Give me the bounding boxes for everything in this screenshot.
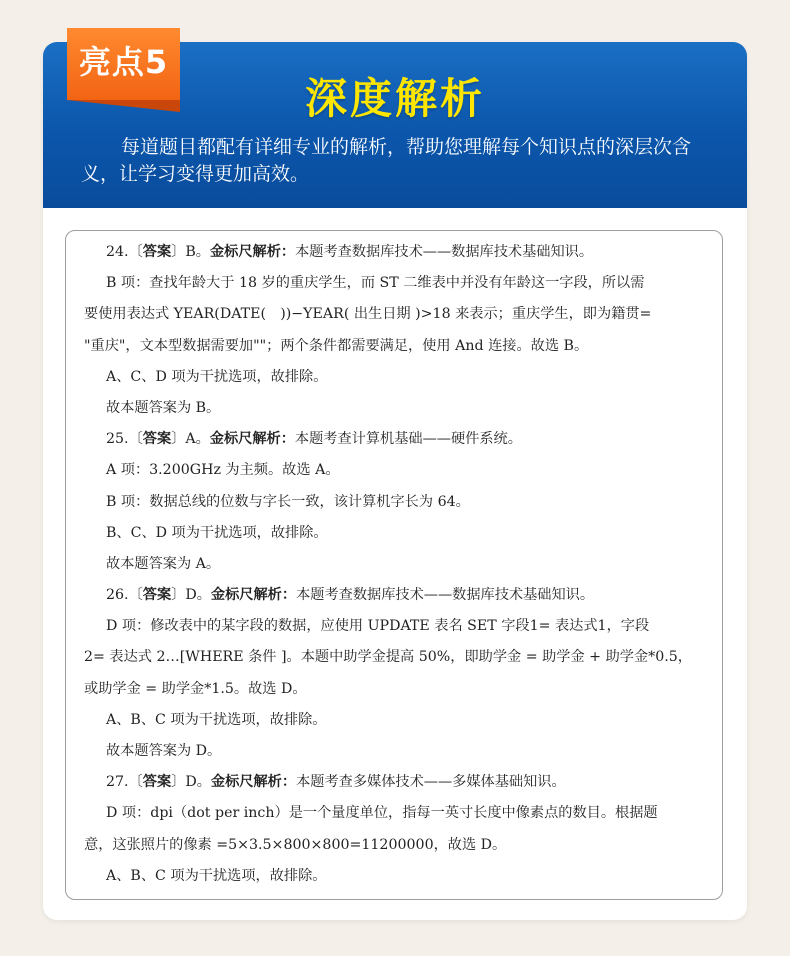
question-header (84, 580, 714, 611)
answer-choice: 〕B。 (171, 244, 210, 260)
explanation-line: D 项：修改表中的某字段的数据，应使用 UPDATE 表名 SET 字段1= 表达式1，字段 (106, 618, 650, 635)
question-topic: 本题考查多媒体技术——多媒体基础知识。 (296, 774, 566, 791)
analysis-label: 金标尺解析： (210, 774, 297, 791)
explanation-line: 故本题答案为 D。 (106, 743, 222, 759)
question-header (84, 767, 714, 798)
answer-explanation-box (65, 230, 723, 900)
intro-text: 每道题目都配有详细专业的解析，帮助您理解每个知识点的深层次含义，让学习变得更加高效。 (81, 136, 692, 185)
answer-choice: 〕A。 (171, 431, 210, 448)
highlight-badge (67, 28, 180, 110)
explanation-line: B、C、D 项为干扰选项，故排除。 (106, 524, 328, 541)
answer-choice: 〕D。 (171, 774, 211, 791)
explanation-line: B 项：数据总线的位数与字长一致，该计算机字长为 64。 (106, 493, 470, 510)
answer-label: 答案 (142, 431, 172, 448)
analysis-label: 金标尺解析： (210, 587, 297, 604)
answer-choice: 〕D。 (171, 587, 211, 604)
explanation-line: 要使用表达式 YEAR(DATE( ))−YEAR( 出生日期 )>18 来表示；重庆学生，即为籍贯= (84, 306, 652, 323)
analysis-label: 金标尺解析： (209, 244, 296, 260)
question-topic: 本题考查数据库技术——数据库技术基础知识。 (295, 244, 594, 260)
explanation-line: "重庆"，文本型数据需要加""；两个条件都需要满足，使用 And 连接。故选 B。 (84, 337, 589, 354)
explanation-line: 故本题答案为 B。 (106, 399, 221, 416)
question-number: 27.〔 (106, 774, 143, 791)
question-header (84, 237, 714, 268)
explanation-line: D 项：dpi（dot per inch）是一个量度单位，指每一英寸长度中像素点的数目。根据题 (106, 805, 658, 822)
explanation-line: 意，这张照片的像素 =5×3.5×800×800=11200000，故选 D。 (84, 836, 507, 853)
explanation-lines (84, 237, 714, 892)
answer-label: 答案 (142, 774, 172, 791)
explanation-line: A、B、C 项为干扰选项，故排除。 (106, 711, 327, 728)
question-number: 26.〔 (106, 587, 143, 604)
explanation-line: 2= 表达式 2…[WHERE 条件 ]。本题中助学金提高 50%，即助学金 = 助学金 + 助学金*0.5， (84, 649, 692, 666)
question-number: 24.〔 (106, 244, 143, 260)
explanation-line: A 项：3.200GHz 为主频。故选 A。 (106, 462, 340, 479)
explanation-line: A、C、D 项为干扰选项，故排除。 (106, 368, 328, 385)
feature-card (43, 42, 747, 920)
badge-fold (67, 100, 180, 112)
answer-label: 答案 (142, 244, 172, 260)
question-topic: 本题考查数据库技术——数据库技术基础知识。 (296, 587, 595, 604)
badge-label: 亮点5 (78, 43, 169, 81)
analysis-label: 金标尺解析： (209, 431, 295, 448)
question-number: 25.〔 (106, 431, 143, 448)
section-title: 深度解析 (304, 74, 485, 123)
answer-label: 答案 (142, 587, 172, 604)
question-topic: 本题考查计算机基础——硬件系统。 (294, 431, 522, 448)
question-header (84, 424, 714, 455)
explanation-line: A、B、C 项为干扰选项，故排除。 (106, 867, 327, 884)
explanation-line: B 项：查找年龄大于 18 岁的重庆学生，而 ST 二维表中并没有年龄这一字段，所以需 (106, 275, 645, 292)
explanation-line: 故本题答案为 A。 (106, 555, 221, 572)
explanation-line: 或助学金 = 助学金*1.5。故选 D。 (84, 680, 307, 697)
